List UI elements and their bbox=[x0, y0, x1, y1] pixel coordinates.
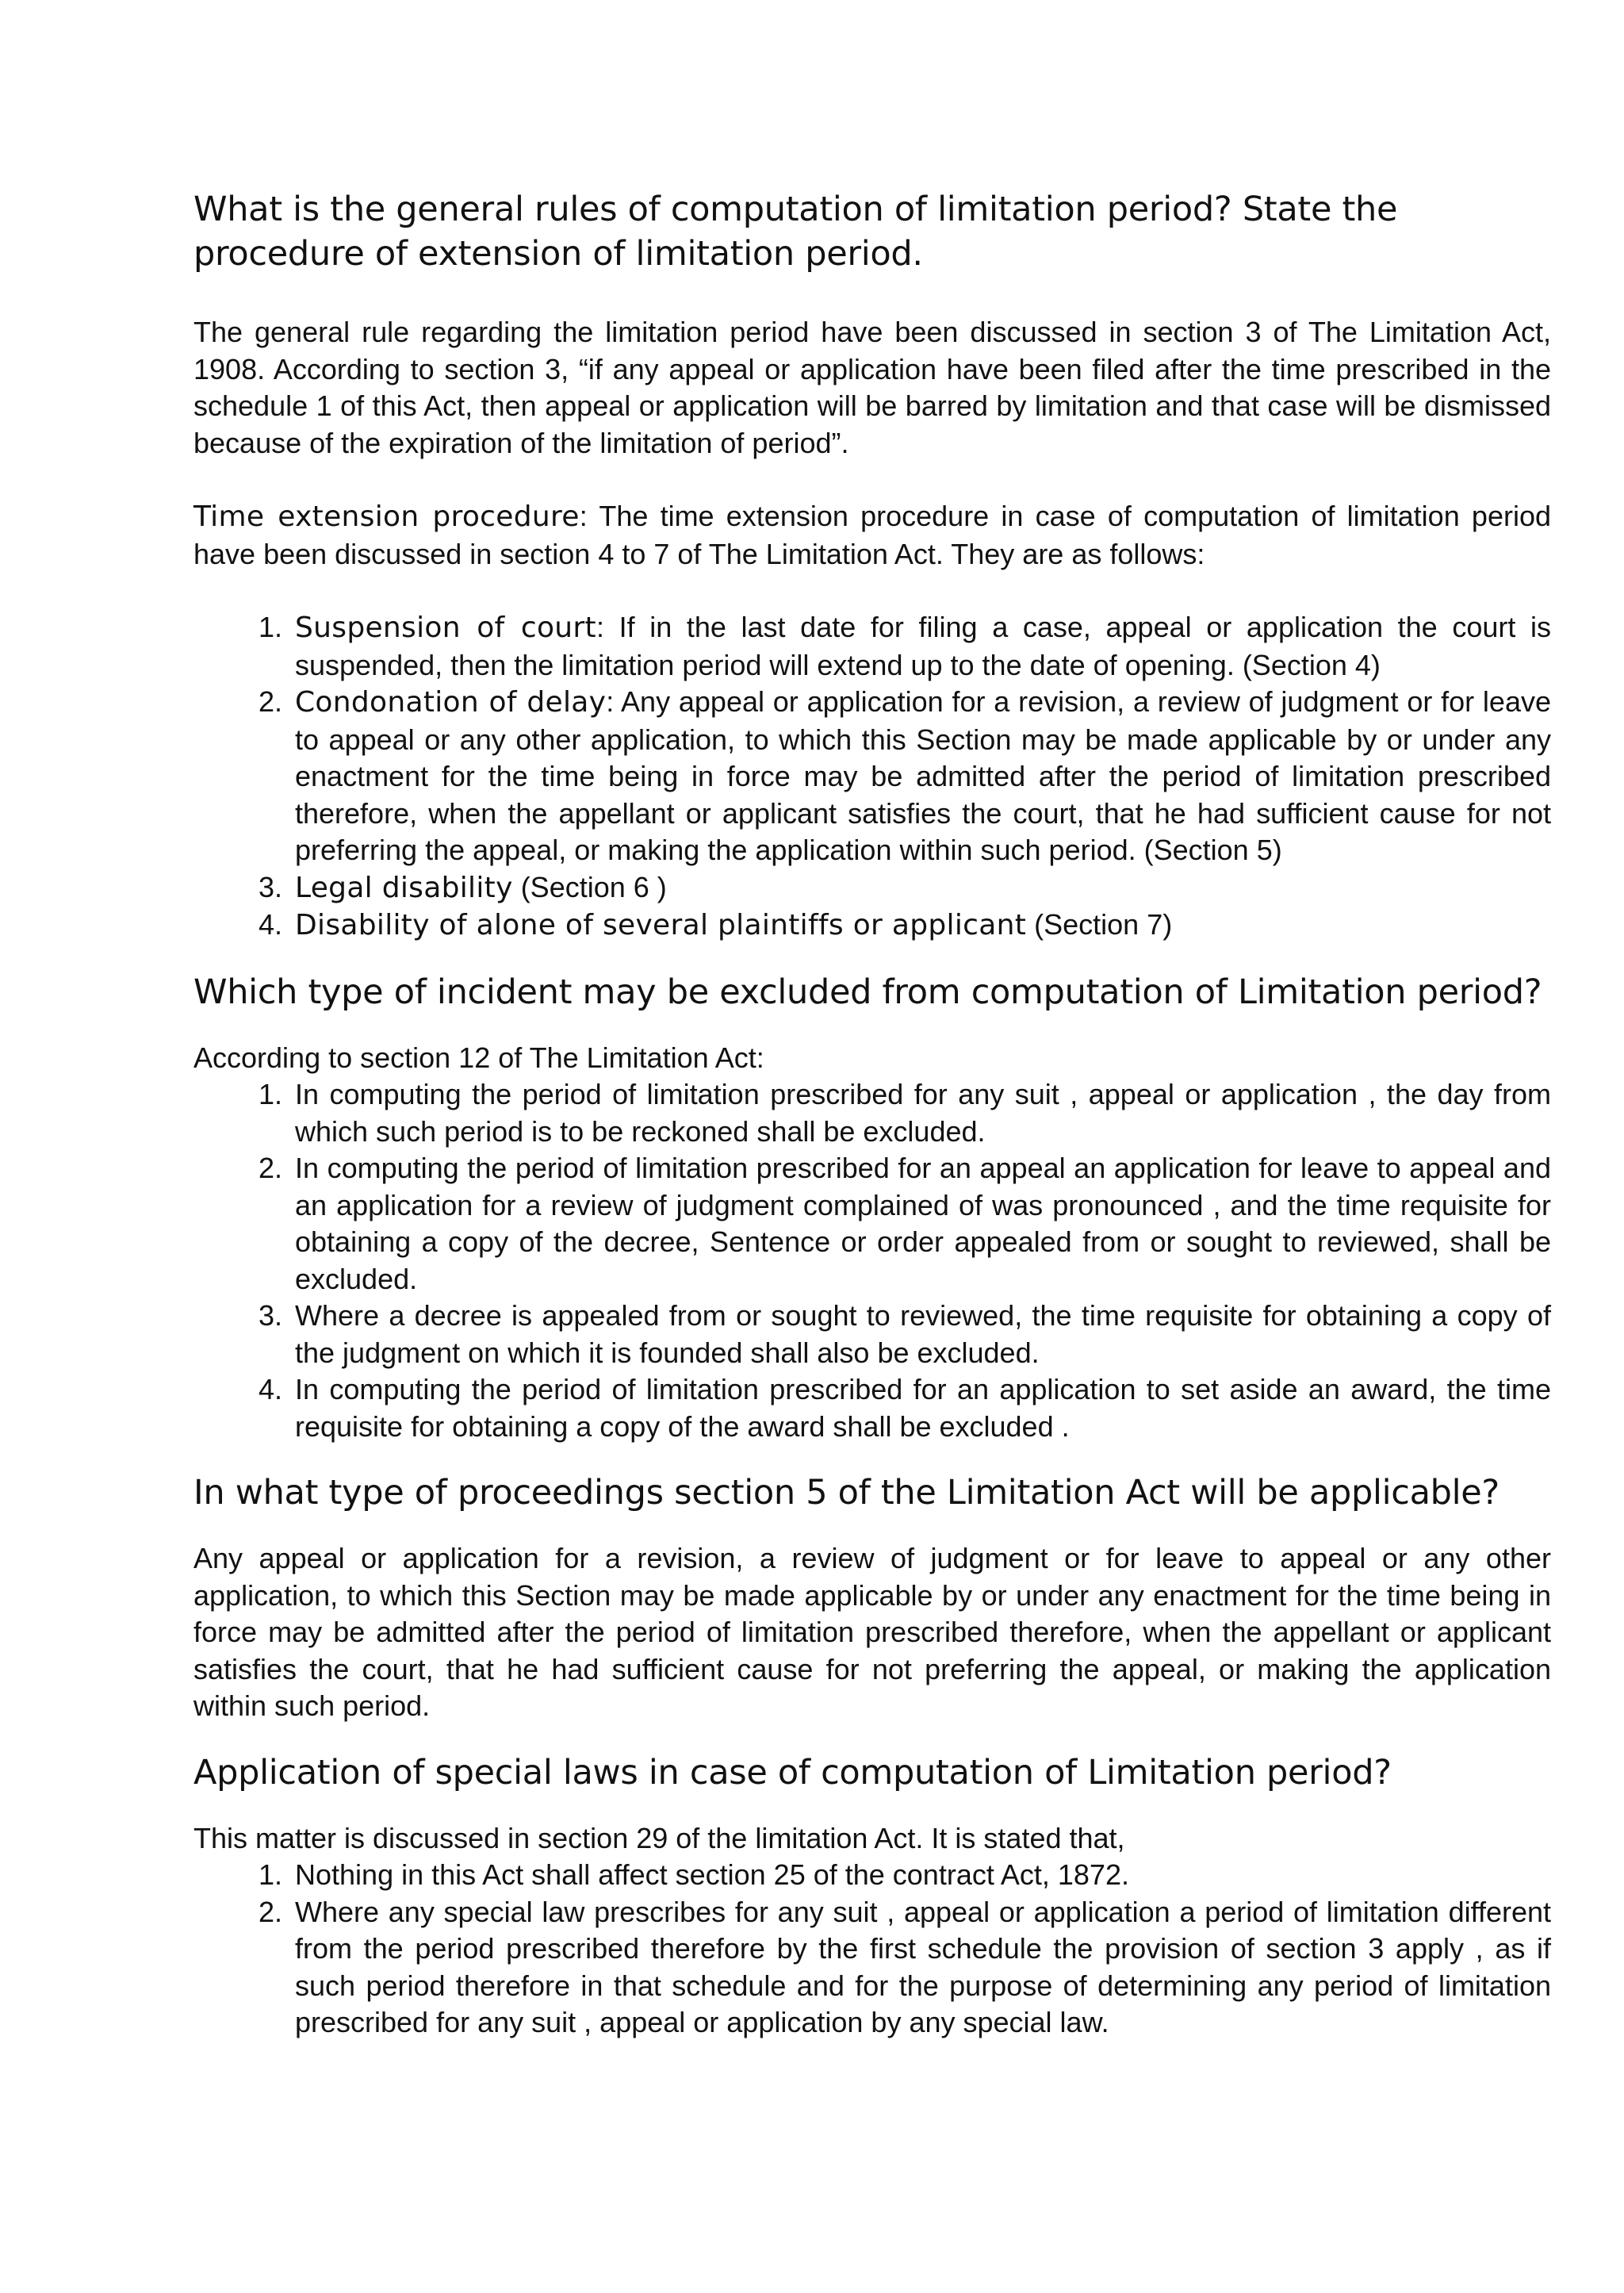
section-4-intro: This matter is discussed in section 29 of the limitation Act. It is stated that, bbox=[193, 1821, 1125, 1854]
list-item-label: Disability of alone of several plaintiffs or applicant bbox=[295, 909, 1027, 941]
extension-list bbox=[193, 609, 1551, 945]
exclusion-list bbox=[193, 1076, 1551, 1445]
list-item-text: : If in the last date for filing a case, appeal or application the court is suspended, then the limitation period will extend up to the date of opening. (Section 4) bbox=[295, 611, 1551, 681]
list-item-text: (Section 6 ) bbox=[512, 870, 667, 903]
section-2-intro: According to section 12 of The Limitation Act: bbox=[193, 1041, 764, 1074]
list-item-label: Suspension of court bbox=[295, 612, 596, 644]
list-item: 2. In computing the period of limitation prescribed for an appeal an application for leave to appeal and an application for a review of judgment complained of was pronounced , and the time requisite for obtaining a copy of the decree, Sentence or order appealed from or sought to reviewed, shall be excluded. bbox=[290, 1150, 1551, 1298]
special-laws-list bbox=[193, 1857, 1551, 2042]
section-1-heading: What is the general rules of computation of limitation period? State the procedure of extension of limitation period. bbox=[193, 190, 1398, 274]
section-3-heading: In what type of proceedings section 5 of the Limitation Act will be applicable? bbox=[193, 1473, 1500, 1513]
list-item-label: Legal disability bbox=[295, 871, 513, 904]
document-page bbox=[193, 187, 1551, 2042]
list-item bbox=[290, 869, 1551, 907]
list-item: 3. Where a decree is appealed from or sought to reviewed, the time requisite for obtaining a copy of the judgment on which it is founded shall also be excluded. bbox=[290, 1298, 1551, 1371]
section-1-paragraph: The general rule regarding the limitation period have been discussed in section 3 of The Limitation Act, 1908. According to section 3, “if any appeal or application have been filed after the time prescribed in the schedule 1 of this Act, then appeal or application will be barred by limitation and that case will be dismissed because of the expiration of the limitation of period”. bbox=[193, 316, 1551, 459]
section-4-heading: Application of special laws in case of computation of Limitation period? bbox=[193, 1752, 1392, 1793]
list-item-label: Condonation of delay bbox=[295, 686, 607, 719]
list-item: 2. Where any special law prescribes for any suit , appeal or application a period of limitation different from the period prescribed therefore by the first schedule the provision of section 3 apply , as if such period therefore in that schedule and for the purpose of determining any period of limitation prescribed for any suit , appeal or application by any special law. bbox=[290, 1894, 1551, 2042]
extension-paragraph bbox=[193, 498, 1551, 573]
list-item-text: : Any appeal or application for a revision, a review of judgment or for leave to appeal or any other application, to which this Section may be made applicable by or under any enactment for the time being in force may be admitted after the period of limitation prescribed therefore, when the appellant or applicant satisfies the court, that he had sufficient cause for not preferring the appeal, or making the application within such period. (Section 5) bbox=[295, 685, 1551, 866]
list-item bbox=[290, 609, 1551, 684]
section-2-heading: Which type of incident may be excluded from computation of Limitation period? bbox=[193, 972, 1542, 1012]
list-item: 1. Nothing in this Act shall affect section 25 of the contract Act, 1872. bbox=[290, 1857, 1551, 1894]
list-item: 4. In computing the period of limitation prescribed for an application to set aside an award, the time requisite for obtaining a copy of the award shall be excluded . bbox=[290, 1371, 1551, 1445]
list-item bbox=[290, 907, 1551, 945]
extension-label: Time extension procedure bbox=[193, 500, 580, 533]
list-item: 1. In computing the period of limitation prescribed for any suit , appeal or application , the day from which such period is to be reckoned shall be excluded. bbox=[290, 1076, 1551, 1150]
section-3-paragraph: Any appeal or application for a revision, a review of judgment or for leave to appeal or any other application, to which this Section may be made applicable by or under any enactment for the time being in force may be admitted after the period of limitation prescribed therefore, when the appellant or applicant satisfies the court, that he had sufficient cause for not preferring the appeal, or making the application within such period. bbox=[193, 1542, 1551, 1722]
extension-text: : The time extension procedure in case of computation of limitation period have been discussed in section 4 to 7 of The Limitation Act. They are as follows: bbox=[193, 500, 1552, 570]
list-item-text: (Section 7) bbox=[1026, 908, 1173, 941]
list-item bbox=[290, 684, 1551, 869]
